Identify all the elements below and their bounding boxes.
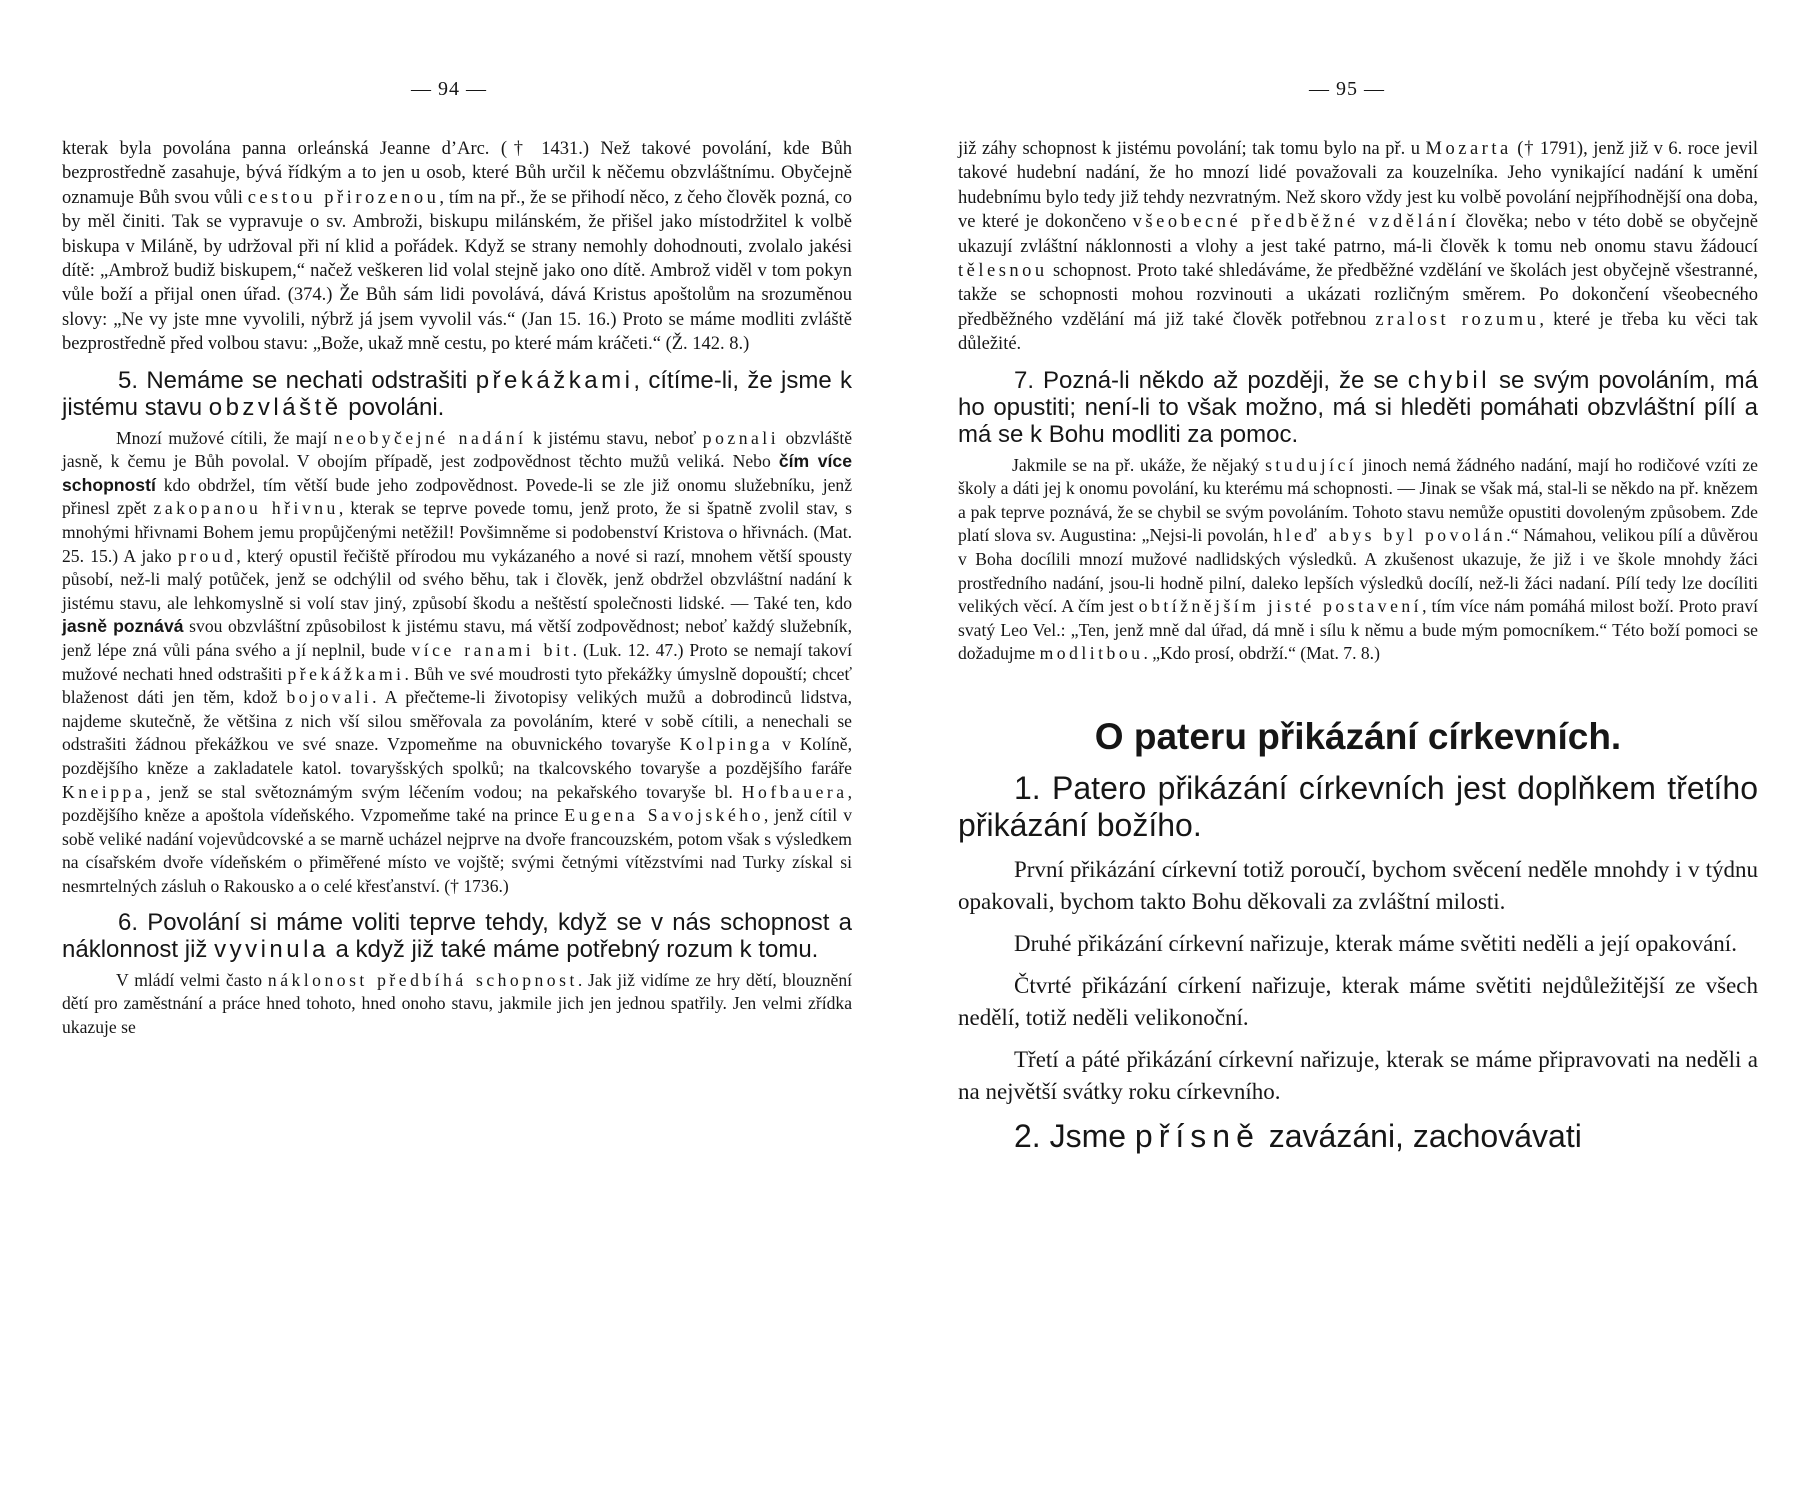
section-heading-1: 1. Patero přikázání církevních jest doplňkem třetího přikázání božího. — [958, 770, 1758, 843]
list-item: Čtvrté přikázání církení nařizuje, kterak máme světiti nejdůležitější ze všech nedělí, totiž neděli velikonoční. — [958, 973, 1758, 1030]
paragraph: již záhy schopnost k jistému povolání; tak tomu bylo na př. u Mozarta († 1791), jenž již v 6. roce jevil takové hudební nadání, že ho mnozí lidé považovali za kouzelníka. Jeho vynikající nadání k umění hudebnímu bylo tedy již tehdy nezvratným. Než skoro vždy jest ku volbě povolání nejpříhodnější ona doba, ve které je dokončeno všeobecné předběžné vzdělání člověka; nebo v této době se obyčejně ukazují zvláštní náklonnosti a vlohy a jest také patrno, má-li člověk k tomu neb onomu stavu žádoucí tělesnou schopnost. Proto také shledáváme, že předběžné vzdělání ve školách jest obyčejně všestranné, takže se schopnosti mohou rozvinouti a ukázati rozličným směrem. Po dokončení všeobecného předběžného vzdělání má již také člověk potřebnou zralost rozumu, které je třeba ku věci tak důležité. — [958, 139, 1758, 355]
section-heading-7: 7. Pozná-li někdo až později, že se chybil se svým povoláním, má ho opustiti; není-li to však možno, má si hleděti pomáhati obzvláštní pílí a má se k Bohu modliti za pomoc. — [958, 366, 1759, 448]
text-column — [958, 137, 1758, 1165]
list-item: První přikázání církevní totiž poroučí, bychom svěcení neděle mnohdy i v týdnu opakovali, bychom takto Bohu děkovali za zvláštní milosti. — [958, 857, 1758, 914]
section-heading-6: 6. Povolání si máme voliti teprve tehdy, když se v nás schopnost a náklonnost již vyvinula a když již také máme potřebný rozum k tomu. — [62, 908, 852, 963]
paragraph: V mládí velmi často náklonost předbíhá schopnost. Jak již vidíme ze hry dětí, blouznění dětí pro zaměstnání a práce hned tohoto, hned onoho stavu, jakmile jich jen jednou spatřily. Jen velmi zřídka ukazuje se — [62, 969, 852, 1037]
page-number: — 94 — — [411, 78, 487, 100]
paragraph: Mnozí mužové cítili, že mají neobyčejné nadání k jistému stavu, neboť poznali obzvláště jasně, k čemu je Bůh povolal. V obojím případě, jest zodpovědnost těchto mužů veliká. Nebo čím více schopností kdo obdržel, tím větší bude jeho zodpovědnost. Povede-li se zle již onomu služebníku, jenž přinesl zpět zakopanou hřivnu, kterak se teprve povede tomu, jenž proto, že si špatně zvolil stav, s mnohými hřivnami Bohem jemu propůjčenými netěžil! Povšimněme si podobenství Kristova o hřivnách. (Mat. 25. 15.) A jako proud, který opustil řečiště přírodou mu vykázaného a nové si razí, mnohem větší spousty působí, než-li malý potůček, jenž se odchýlil od svého běhu, tak i člověk, jenž obdržel obzvláštní nadání k jistému stavu, ale lehkomyslně si volí stav jiný, způsobí škodu a neštěstí společnosti lidské. — Také ten, kdo jasně poznává svou obzvláštní způsobilost k jistému stavu, má větší zodpovědnost; neboť každý služebník, jenž lépe zná vůli pána svého a jí neplnil, bude více ranami bit. (Luk. 12. 47.) Proto se nemají takoví mužové nechati hned odstrašiti překážkami. Bůh ve své moudrosti tyto překážky úmyslně dopouští; chceť blaženost dáti jen těm, kdož bojovali. A přečteme-li životopisy velikých mužů a dobrodinců lidstva, najdeme skutečně, že většina z nich vší silou směřovala za povoláním, které v sobě cítili, a nenechali se odstrašiti žádnou překážkou ve své snaze. Vzpomeňme na obuvnického tovaryše Kolpinga v Kolíně, pozdějšího kněze a zakladatele katol. tovaryšských spolků; na tkalcovského tovaryše a pozdějšího faráře Kneippa, jenž se stal světoznámým svým léčením vodou; na pekařského tovaryše bl. Hofbauera, pozdějšího kněze a apoštola vídeňského. Vzpomeňme také na prince Eugena Savojského, jenž cítil v sobě veliké nadání vojevůdcovské a se marně ucházel nejprve na dvoře francouzském, potom však s výsledkem na císařském dvoře vídeňském o přiměřené místo ve vojště; svými četnými vítězstvími nad Turky získal si nesmrtelných zásluh o Rakousko a o celé křesťanství. († 1736.) — [62, 427, 853, 896]
section-heading-2: 2. Jsme přísně zavázáni, zachovávati — [1014, 1118, 1582, 1154]
text-column — [62, 137, 852, 1039]
list-item: Druhé přikázání církevní nařizuje, kterak máme světiti neděli a její opakování. — [1014, 931, 1737, 956]
chapter-title: O pateru přikázání církevních. — [1094, 716, 1622, 757]
paragraph: kterak byla povolána panna orleánská Jeanne d’Arc. († 1431.) Než takové povolání, kde Bůh bezprostředně zasahuje, bývá řídkým a to jen u osob, které Bůh určil k něčemu obzvláštnímu. Obyčejně oznamuje Bůh svou vůli cestou přirozenou, tím na př., že se přihodí něco, z čeho člověk pozná, co by měl činiti. Tak se vypravuje o sv. Ambroži, biskupu milánském, že přišel jako místodržitel k volbě biskupa v Miláně, by udržoval při ní klid a pořádek. Když se strany nemohly dohodnouti, zvolalo jakési dítě: „Ambrož budiž biskupem,“ načež veškeren lid volal stejně jako ono dítě. Ambrož viděl v tom pokyn vůle boží a přijal onen úřad. (374.) Že Bůh sám lidi povolává, dává Kristus apoštolům na srozuměnou slovy: „Ne vy jste mne vyvolili, nýbrž já jsem vyvolil vás.“ (Jan 15. 16.) Proto se máme modliti zvláště bezprostředně před volbou stavu: „Bože, ukaž mně cestu, po které mám kráčeti.“ (Ž. 142. 8.) — [62, 139, 852, 355]
section-heading-5: 5. Nemáme se nechati odstrašiti překážkami, cítíme-li, že jsme k jistému stavu obzvláště povoláni. — [62, 366, 852, 421]
right-page — [898, 0, 1796, 1500]
page-number: — 95 — — [1309, 78, 1385, 100]
paragraph: Jakmile se na př. ukáže, že nějaký studující jinoch nemá žádného nadání, mají ho rodičové vzíti ze školy a dáti jej k onomu povolání, ku kterému má schopnosti. — Jinak se však má, stal-li se někdo na př. knězem a pak teprve poznává, že se chybil se svým povoláním. Tohoto stavu nemůže opustiti dovoleným způsobem. Zde platí slova sv. Augustina: „Nejsi-li povolán, hleď abys byl povolán.“ Námahou, velikou pílí a důvěrou v Boha docílili mnozí mužové nadlidských výsledků. A zkušenost ukazuje, že již i ve škole mnohdy žáci prostředního nadání, jsou-li hodně pilní, daleko lepších výsledků docílí, než-li žáci nadaní. Pílí tedy lze docíliti velikých věcí. A čím jest obtížnějším jisté postavení, tím více nám pomáhá milost boží. Proto praví svatý Leo Vel.: „Ten, jenž mně dal úřad, dá mně i sílu k němu a bude mým pomocníkem.“ Této boží pomoci se dožadujme modlitbou. „Kdo prosí, obdrží.“ (Mat. 7. 8.) — [958, 454, 1759, 664]
list-item: Třetí a páté přikázání církevní nařizuje, kterak se máme připravovati na neděli a na největší svátky roku církevního. — [958, 1047, 1758, 1104]
